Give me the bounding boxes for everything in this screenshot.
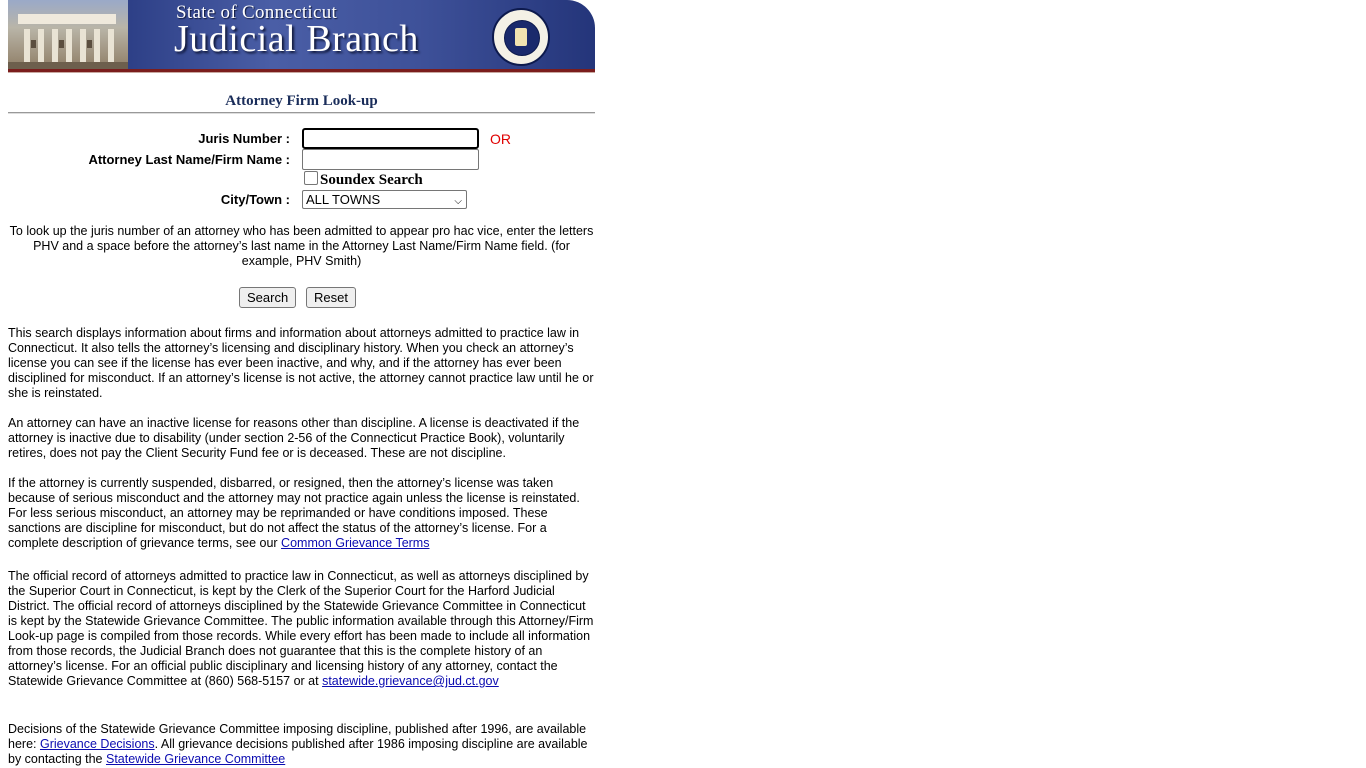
or-label: OR xyxy=(490,131,511,147)
info-paragraph-4 xyxy=(8,569,595,689)
grievance-email-link[interactable]: statewide.grievance@jud.ct.gov xyxy=(322,674,499,688)
page-container xyxy=(8,0,595,766)
pro-hac-vice-hint: To look up the juris number of an attorney who has been admitted to appear pro hac vice, enter the letters PHV and a space before the attorney’s last name in the Attorney Last Name/Firm Name field. (for example, PHV Smith) xyxy=(9,224,594,268)
soundex-label: Soundex Search xyxy=(320,172,423,188)
info-paragraph-3 xyxy=(8,476,595,551)
juris-number-label: Juris Number : xyxy=(198,131,290,146)
chevron-down-icon: ⌵ xyxy=(454,196,462,207)
city-town-selected: ALL TOWNS xyxy=(306,192,381,207)
info-paragraph-2: An attorney can have an inactive license for reasons other than discipline. A license is deactivated if the attorney is inactive due to disability (under section 2-56 of the Connecticut Practice Book), voluntarily retires, does not pay the Client Security Fund fee or is deceased. These are not discipline. xyxy=(8,416,580,460)
info-paragraph-3-text: If the attorney is currently suspended, disbarred, or resigned, then the attorney’s license was taken because of serious misconduct and the attorney may not practice again unless the license is reinstated. For less serious misconduct, an attorney may be reprimanded or have conditions imposed. These sanctions are discipline for misconduct, but do not affect the status of the attorney’s license. For a complete description of grievance terms, see our xyxy=(8,476,580,550)
banner-state-name: State of Connecticut xyxy=(176,2,338,23)
courthouse-image xyxy=(8,0,128,69)
info-paragraph-5 xyxy=(8,722,595,767)
reset-button[interactable]: Reset xyxy=(306,287,356,308)
soundex-option xyxy=(304,171,423,189)
attorney-name-input[interactable] xyxy=(302,149,479,170)
banner-branch-name: Judicial Branch xyxy=(174,18,419,60)
attorney-name-label: Attorney Last Name/Firm Name : xyxy=(88,152,290,167)
judicial-seal-icon xyxy=(492,8,550,66)
info-paragraph-5-text-b: . All grievance decisions published after 1986 imposing discipline are available by contacting the xyxy=(8,737,588,766)
title-divider xyxy=(8,112,595,114)
page-title: Attorney Firm Look-up xyxy=(225,93,378,109)
search-button[interactable]: Search xyxy=(239,287,296,308)
info-paragraph-1: This search displays information about firms and information about attorneys admitted to practice law in Connecticut. It also tells the attorney’s licensing and disciplinary history. When you check an attorney’s license you can see if the license has ever been inactive, and why, and if the attorney has ever been disciplined for misconduct. If an attorney’s license is not active, the attorney cannot practice law until he or she is reinstated. xyxy=(8,326,594,400)
soundex-checkbox[interactable] xyxy=(304,171,318,185)
info-paragraph-5-text-a: Decisions of the Statewide Grievance Committee imposing discipline, published after 1996, are available here: xyxy=(8,722,587,751)
city-town-label: City/Town : xyxy=(220,192,290,207)
banner-divider xyxy=(8,69,595,73)
statewide-grievance-committee-link[interactable]: Statewide Grievance Committee xyxy=(105,752,286,766)
juris-number-input[interactable] xyxy=(302,128,479,149)
common-grievance-terms-link[interactable]: Common Grievance Terms xyxy=(281,536,430,550)
grievance-decisions-link[interactable]: Grievance Decisions xyxy=(39,737,155,751)
city-town-select[interactable] xyxy=(302,190,467,209)
info-paragraph-4-text: The official record of attorneys admitted to practice law in Connecticut, as well as attorneys disciplined by the Superior Court in Connecticut, is kept by the Clerk of the Superior Court for the Harford Judicial District. The official record of attorneys disciplined by the Statewide Grievance Committee in Connecticut is kept by the Statewide Grievance Committee. The public information available through this Attorney/Firm Look-up page is compiled from those records. While every effort has been made to include all information from those records, the Judicial Branch does not guarantee that this is the complete history of an attorney’s license. For an official public disciplinary and licensing history of any attorney, contact the Statewide Grievance Committee at (860) 568-5157 or at xyxy=(8,569,594,688)
header-banner xyxy=(8,0,595,69)
